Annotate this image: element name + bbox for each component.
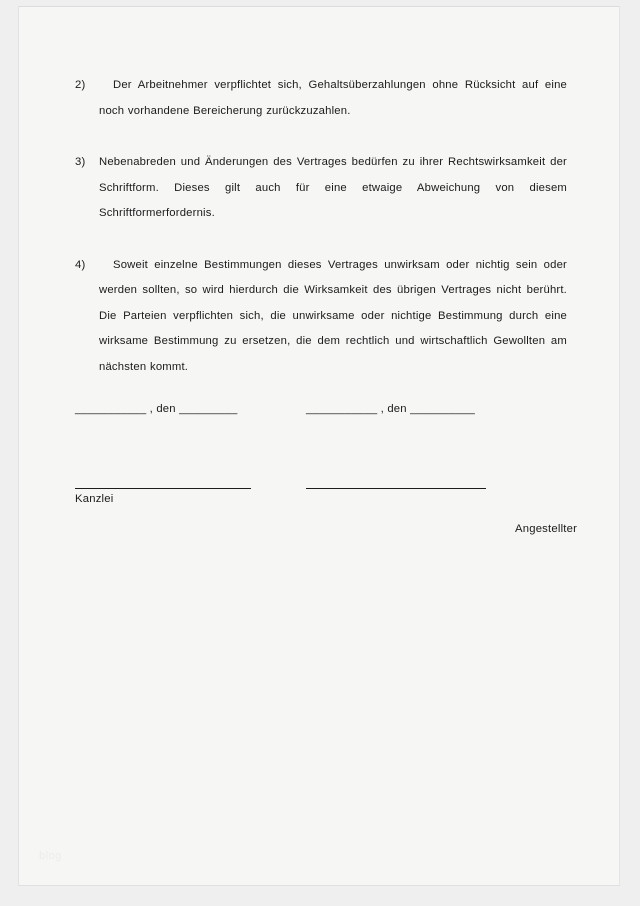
clause-item [75, 253, 567, 381]
clause-text: Nebenabreden und Änderungen des Vertrages bedürfen zu ihrer Rechtswirksamkeit der Schriftform. Dieses gilt auch für eine etwaige Abweichung von diesem Schriftformerfordernis. [99, 156, 567, 219]
clause-number: 4) [75, 258, 86, 271]
date-line-left: ___________ , den _________ [75, 403, 238, 415]
signature-label-angestellter: Angestellter [515, 523, 578, 535]
signature-label-kanzlei: Kanzlei [75, 493, 114, 505]
page-watermark: blog [39, 850, 62, 862]
clause-item [75, 73, 567, 124]
clause-item [75, 150, 567, 227]
clause-number: 3) [75, 156, 86, 168]
date-line-right: ___________ , den __________ [306, 403, 475, 415]
clause-text: Der Arbeitnehmer verpflichtet sich, Gehaltsüberzahlungen ohne Rücksicht auf eine noch vorhandene Bereicherung zurückzuzahlen. [99, 79, 567, 117]
clause-number: 2) [75, 79, 86, 91]
signature-rule-left [75, 488, 251, 489]
document-body [75, 73, 567, 380]
clause-text: Soweit einzelne Bestimmungen dieses Vertrages unwirksam oder nichtig sein oder werden sollten, so wird hierdurch die Wirksamkeit des übrigen Vertrages nicht berührt. Die Parteien verpflichten sich, die unwirksame oder nichtige Bestimmung durch eine wirksame Bestimmung zu ersetzen, die dem rechtlich und wirtschaftlich Gewollten am nächsten kommt. [99, 258, 567, 373]
signature-rule-right [306, 488, 486, 489]
document-page [18, 6, 620, 886]
